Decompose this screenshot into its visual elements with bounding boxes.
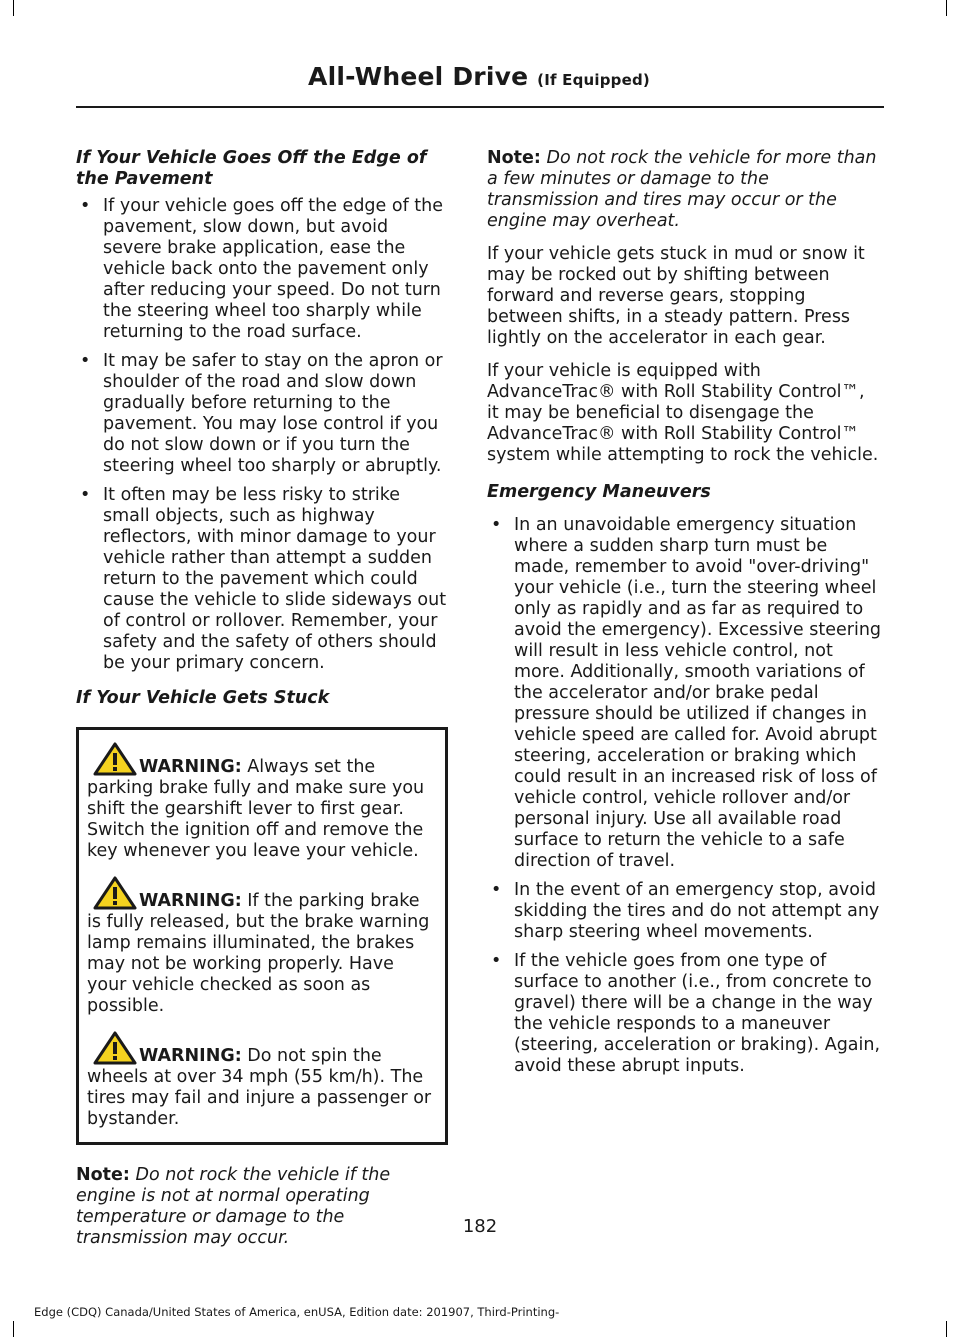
bullet-icon: • [491, 880, 502, 900]
note: Note: Do not rock the vehicle if the engine is not at normal operating temperature or damage to the transmission may occur. [76, 1165, 391, 1248]
bullet-icon: • [80, 351, 91, 371]
bullet-icon: • [491, 515, 502, 535]
crop-mark [13, 0, 14, 16]
bullet-list [487, 515, 881, 1077]
right-column [487, 148, 881, 1091]
chapter-subtitle: (If Equipped) [537, 71, 650, 89]
section-heading: If Your Vehicle Gets Stuck [76, 688, 330, 708]
crop-mark [946, 1321, 947, 1337]
section-heading: Emergency Maneuvers [487, 482, 711, 502]
warning-box [76, 727, 448, 1145]
bullet-list [76, 196, 448, 674]
list-item: • In an unavoidable emergency situation where a sudden sharp turn must be made, remember to avoid "over-driving" your vehicle (i.e., turn the steering wheel only as rapidly and as far as required to avoid the emergency). Excessive steering will result in less vehicle control, not more. Additionally, smooth variations of the accelerator and/or brake pedal pressure should be utilized if changes in vehicle speed are called for. Avoid abrupt steering, acceleration or braking which could result in an increased risk of loss of vehicle control, vehicle rollover and/or personal injury. Use all available road surface to return the vehicle to a safe direction of travel. [491, 515, 882, 871]
warning: WARNING: Do not spin the wheels at over 34 mph (55 km/h). The tires may fail and injure a passenger or bystander. [87, 1031, 437, 1130]
bullet-icon: • [80, 196, 91, 216]
list-item: • If your vehicle goes off the edge of the pavement, slow down, but avoid severe brake application, ease the vehicle back onto the pavement only after reducing your speed. Do not turn the steering wheel too sharply while returning to the road surface. [80, 196, 444, 342]
left-column [76, 148, 448, 1261]
bullet-icon: • [491, 951, 502, 971]
list-item: • It often may be less risky to strike small objects, such as highway reflectors, with minor damage to your vehicle rather than attempt a sudden return to the pavement which could cause the vehicle to slide sideways out of control or rollover. Remember, your safety and the safety of others should be your primary concern. [80, 485, 447, 673]
crop-mark [13, 1321, 14, 1337]
list-item: • In the event of an emergency stop, avoid skidding the tires and do not attempt any sharp steering wheel movements. [491, 880, 880, 942]
list-item: • If the vehicle goes from one type of surface to another (i.e., from concrete to gravel) there will be a change in the way the vehicle responds to a maneuver (steering, acceleration or braking). Again, avoid these abrupt inputs. [491, 951, 881, 1076]
paragraph: If your vehicle is equipped with AdvanceTrac® with Roll Stability Control™, it may be beneficial to disengage the AdvanceTrac® with Roll Stability Control™ system while attempting to rock the vehicle. [487, 361, 879, 465]
crop-mark [946, 0, 947, 16]
note: Note: Do not rock the vehicle for more than a few minutes or damage to the transmission and tires may occur or the engine may overheat. [487, 148, 877, 231]
warning-triangle-icon [93, 742, 137, 776]
page-header [0, 62, 650, 91]
warning-triangle-icon [93, 876, 137, 910]
chapter-title: All-Wheel Drive [308, 62, 529, 91]
bullet-icon: • [80, 485, 91, 505]
list-item: • It may be safer to stay on the apron or shoulder of the road and slow down gradually before returning to the pavement. You may lose control if you do not slow down or if you turn the steering wheel too sharply or abruptly. [80, 351, 443, 476]
section-heading: If Your Vehicle Goes Off the Edge of the Pavement [76, 148, 427, 189]
page-number: 182 [462, 1216, 498, 1237]
warning: WARNING: Always set the parking brake fully and make sure you shift the gearshift lever to first gear. Switch the ignition off and remove the key whenever you leave your vehicle. [87, 742, 437, 862]
warning-triangle-icon [93, 1031, 137, 1065]
header-divider [76, 106, 884, 108]
footer: Edge (CDQ) Canada/United States of America, enUSA, Edition date: 201907, Third-Printing- [34, 1305, 560, 1319]
paragraph: If your vehicle gets stuck in mud or snow it may be rocked out by shifting between forward and reverse gears, stopping between shifts, in a steady pattern. Press lightly on the accelerator in each gear. [487, 244, 865, 348]
warning: WARNING: If the parking brake is fully released, but the brake warning lamp remains illuminated, the brakes may not be working properly. Have your vehicle checked as soon as possible. [87, 876, 437, 1017]
